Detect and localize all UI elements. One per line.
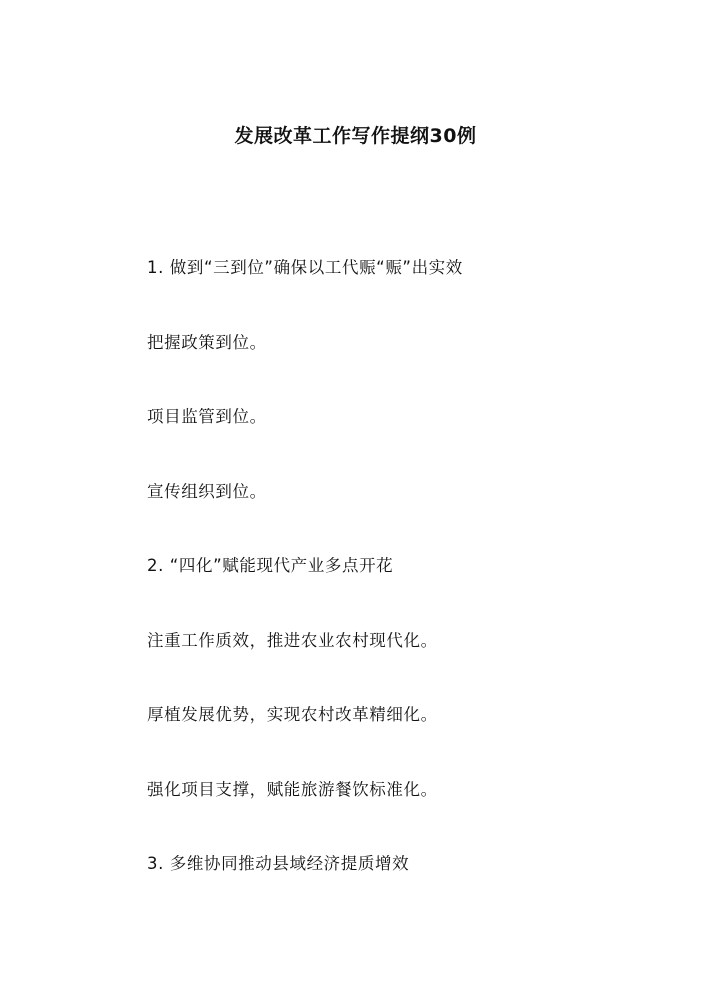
paragraph-line: 宣传组织到位。 <box>147 482 267 501</box>
paragraph-line: 强化项目支撑，赋能旅游餐饮标准化。 <box>147 780 438 799</box>
paragraph-line: 厚植发展优势，实现农村改革精细化。 <box>147 705 438 724</box>
paragraph-line: 注重工作质效，推进农业农村现代化。 <box>147 631 438 650</box>
document-title: 发展改革工作写作提纲30例 <box>234 125 477 147</box>
section-heading-2: 2. “四化”赋能现代产业多点开花 <box>147 556 394 575</box>
section-heading-1: 1. 做到“三到位”确保以工代赈“赈”出实效 <box>147 258 463 277</box>
paragraph-line: 把握政策到位。 <box>147 333 267 352</box>
paragraph-line: 项目监管到位。 <box>147 407 267 426</box>
section-heading-3: 3. 多维协同推动县域经济提质增效 <box>147 854 410 873</box>
